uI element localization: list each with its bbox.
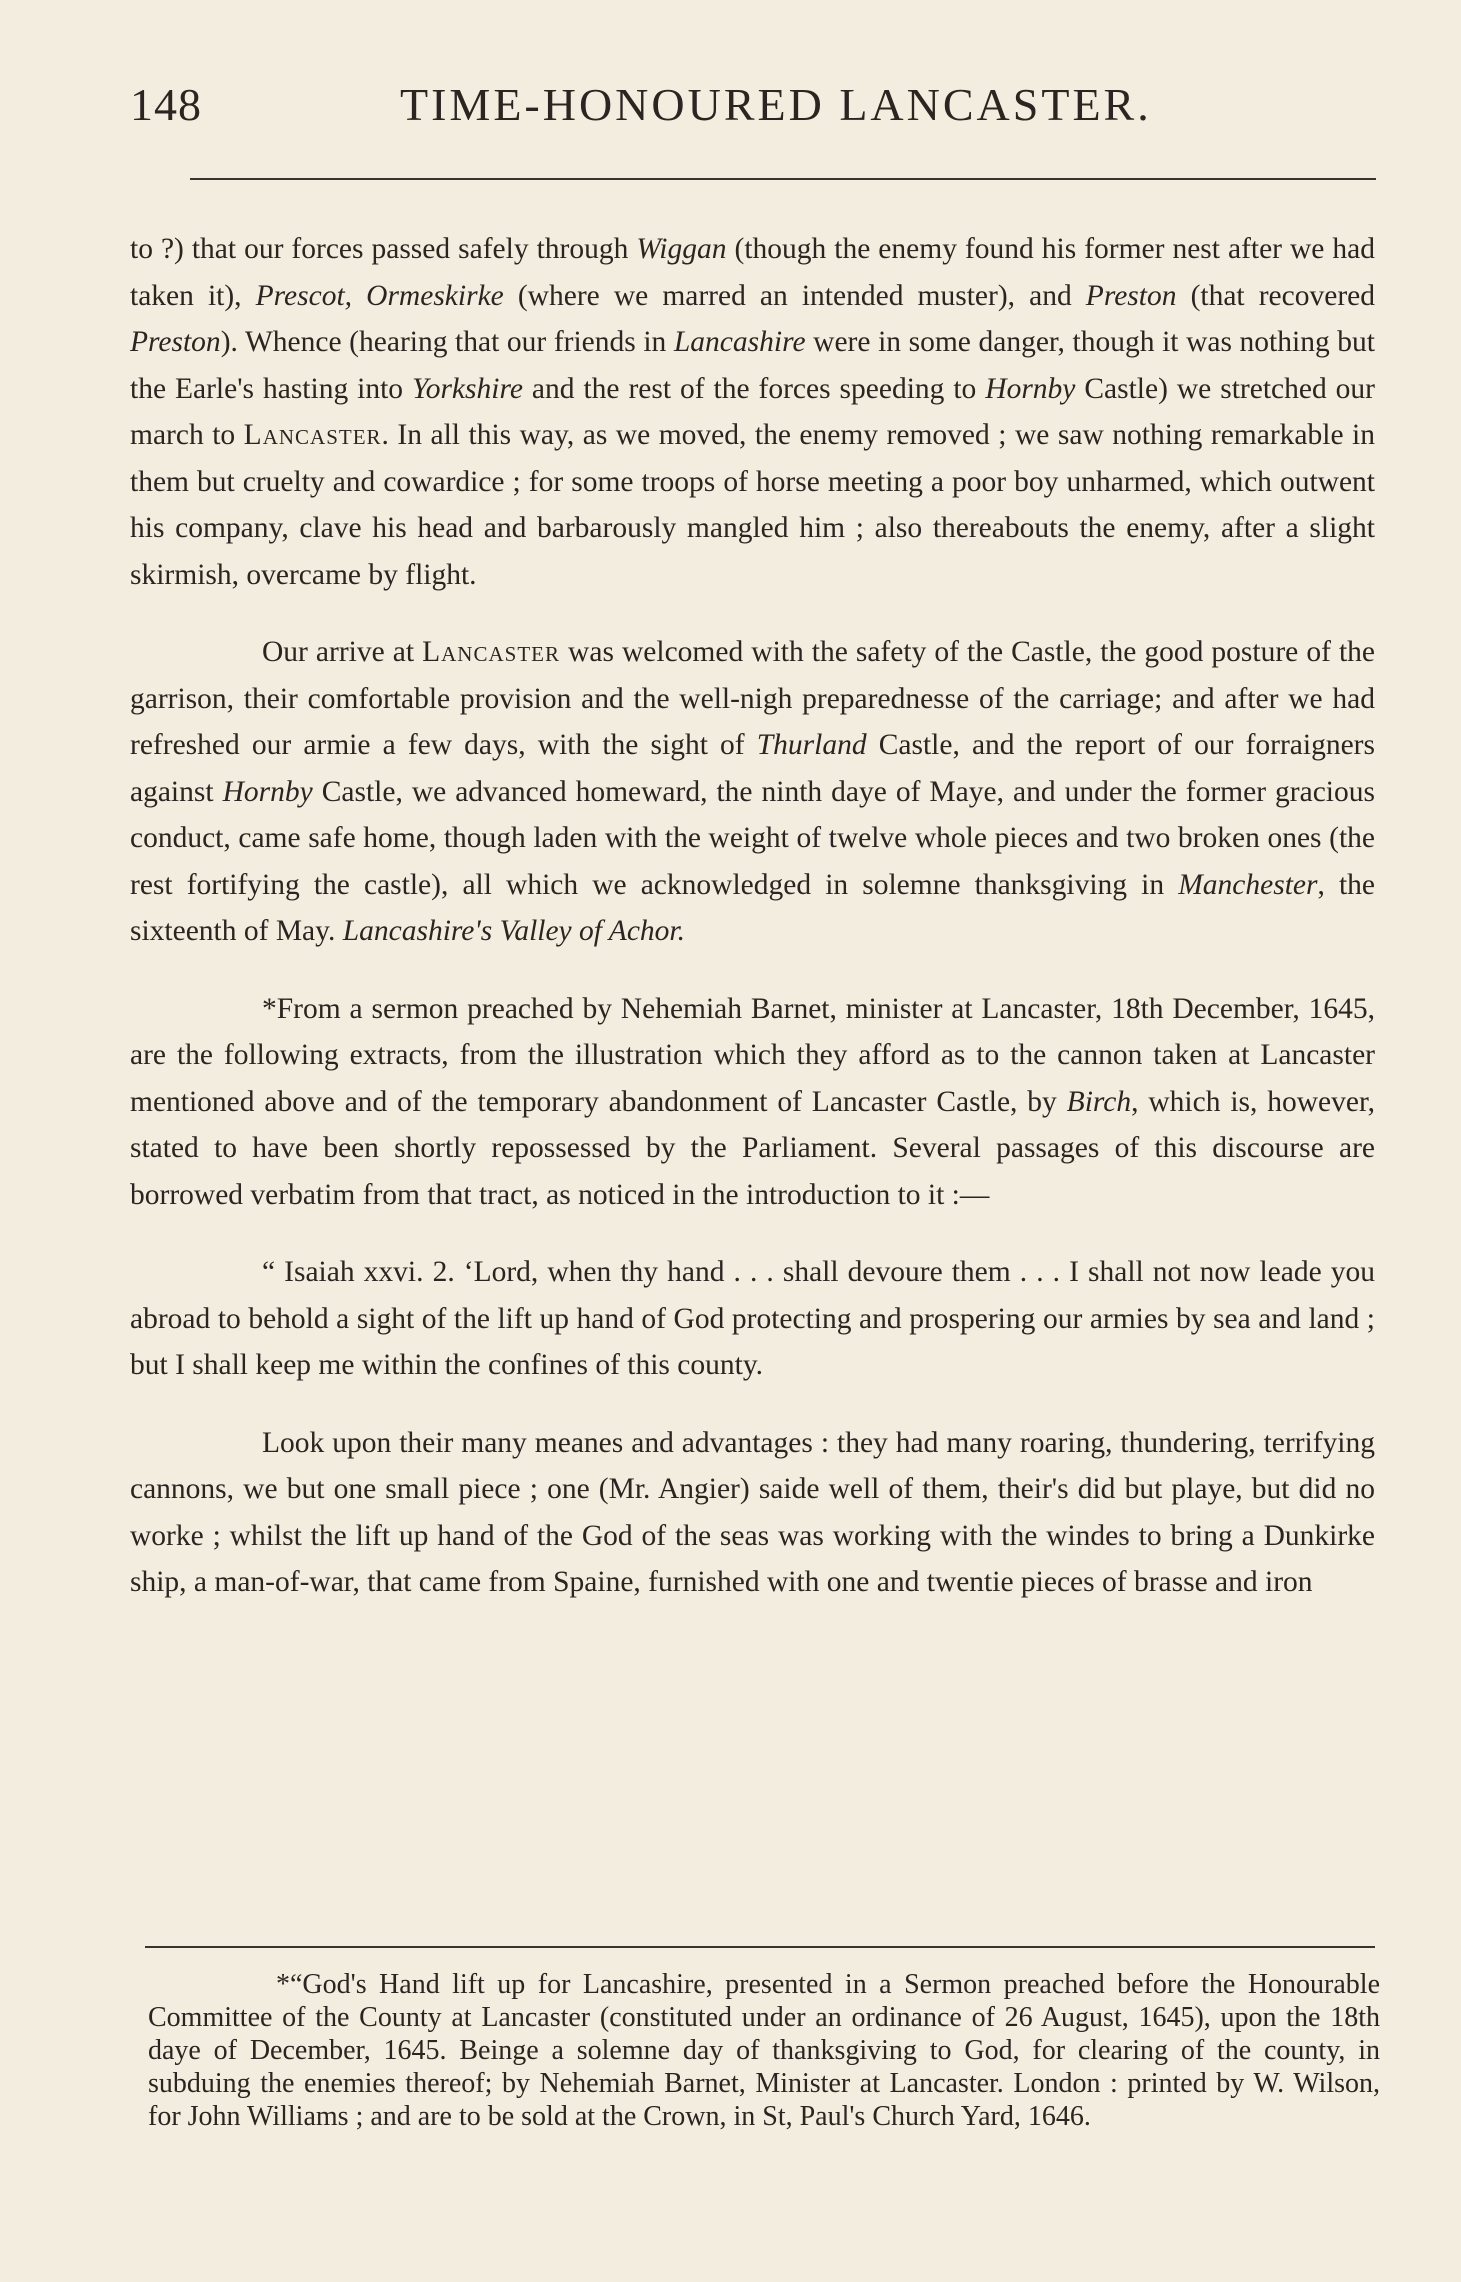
paragraph-p4 [130, 1249, 1375, 1389]
text-run: Castle) we stretched our march to [130, 372, 1375, 451]
italic-text: Birch [1066, 1085, 1132, 1118]
page-header [130, 68, 1380, 138]
italic-text: Preston [130, 326, 221, 358]
header-rule [190, 178, 1376, 180]
italic-text: Hornby [985, 372, 1076, 405]
text-run: Look upon their many meanes and advantages : they had many roaring, thundering, terrifying cannons, we but one small piece ; one (Mr. Angier) saide well of them, their's did but playe, but did no worke ; whilst the lift up hand of the God of the seas was working with the windes to bring a Dunkirke ship, a man-of-war, that came from Spaine, furnished with one and twentie pieces of brasse and iron [130, 1426, 1375, 1598]
italic-text: Lancashire [673, 326, 806, 358]
paragraph-p1 [130, 226, 1375, 598]
italic-text: Prescot, Ormeskirke [255, 279, 504, 312]
page-number: 148 [130, 79, 202, 130]
text-run: and the rest of the forces speeding to [522, 372, 986, 405]
text-run: “ Isaiah xxvi. 2. ‘Lord, when thy hand . . . shall devoure them . . . I shall not now leade you abroad to behold a sight of the lift up hand of God protecting and prospering our armies by sea and land ; but I shall keep me within the confines of this county. [130, 1256, 1375, 1381]
text-run: *From a sermon preached by Nehemiah Barnet, minister at Lancaster, 18th December, 1645, are the following extracts, from the illustration which they afford as to the cannon taken at Lancaster mentioned above and of the temporary abandonment of Lancaster Castle, by [130, 992, 1375, 1118]
paragraph-p5 [130, 1420, 1375, 1606]
paragraph-p3 [130, 986, 1375, 1219]
footnote-rule [145, 1946, 1375, 1948]
small-caps-text: Lancaster [243, 419, 382, 451]
italic-text: Preston [1085, 279, 1177, 312]
footnote-text: *“God's Hand lift up for Lancashire, presented in a Sermon preached before the Honourable Committee of the County at Lancaster (constituted under an ordinance of 26 August, 1645), upon the 18th daye of December, 1645. Beinge a solemne day of thanksgiving to God, for clearing of the county, in subduing the enemies thereof; by Nehemiah Barnet, Minister at Lancaster. London : printed by W. Wilson, for John Williams ; and are to be sold at the Crown, in St, Paul's Church Yard, 1646. [148, 1969, 1380, 2132]
text-run: Our arrive at [262, 636, 423, 668]
small-caps-text: Lancaster [422, 636, 560, 668]
italic-text: Manchester [1178, 868, 1318, 901]
text-run: (that recovered [1176, 279, 1375, 312]
italic-text: Hornby [222, 775, 313, 808]
text-run: , which is, however, stated to have been shortly repossessed by the Parliament. Several passages of this discourse are borrowed verbatim from that tract, as noticed in the introduction to it :— [130, 1085, 1375, 1211]
footnote [148, 1968, 1380, 2133]
italic-text: Lancashire's Valley of Achor. [342, 915, 686, 947]
text-run: was welcomed with the safety of the Castle, the good posture of the garrison, their comfortable provision and the well-nigh preparednesse of the carriage; and after we had refreshed our armie a few days, with the sight of [130, 636, 1375, 761]
italic-text: Thurland [756, 729, 867, 761]
text-run: (where we marred an intended muster), and [503, 279, 1086, 312]
text-run: . In all this way, as we moved, the enemy removed ; we saw nothing remarkable in them but cruelty and cowardice ; for some troops of horse meeting a poor boy unharmed, which outwent his company, clave his head and barbarously mangled him ; also thereabouts the enemy, after a slight skirmish, overcame by flight. [130, 419, 1376, 591]
running-title: TIME-HONOURED LANCASTER. [400, 79, 1152, 130]
text-run: , the sixteenth of May. [130, 868, 1375, 947]
italic-text: Yorkshire [412, 372, 523, 405]
text-run: Castle, we advanced homeward, the ninth daye of Maye, and under the former gracious conduct, came safe home, though laden with the weight of twelve whole pieces and two broken ones (the rest fortifying the castle), all which we acknowledged in solemne thanksgiving in [130, 775, 1375, 901]
italic-text: Wiggan [636, 233, 727, 265]
text-run: to ?) that our forces passed safely through [130, 233, 637, 265]
body-text [130, 226, 1375, 1606]
paragraph-p2 [130, 629, 1375, 955]
text-run: were in some danger, though it was nothing but the Earle's hasting into [130, 326, 1375, 405]
text-run: ). Whence (hearing that our friends in [220, 326, 674, 358]
text-run: (though the enemy found his former nest after we had taken it), [130, 233, 1375, 312]
text-run: Castle, and the report of our forraigners against [130, 729, 1375, 808]
